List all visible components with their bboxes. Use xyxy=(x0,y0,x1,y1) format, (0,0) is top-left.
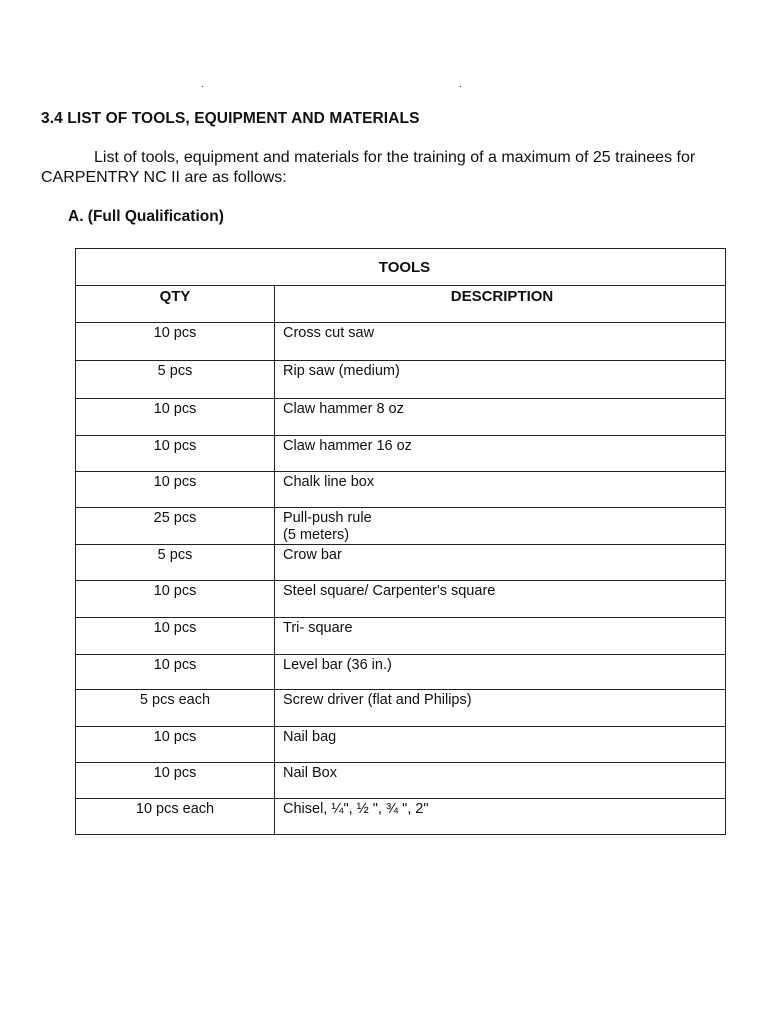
description-cell: Screw driver (flat and Philips) xyxy=(275,690,726,727)
subsection-title: A. (Full Qualification) xyxy=(68,208,224,225)
table-row xyxy=(76,472,726,508)
qty-cell: 10 pcs xyxy=(76,655,275,690)
description-cell: Tri- square xyxy=(275,618,726,655)
table-row xyxy=(76,690,726,727)
table-row xyxy=(76,323,726,361)
qty-cell: 5 pcs each xyxy=(76,690,275,727)
qty-cell: 5 pcs xyxy=(76,545,275,581)
description-column-header: DESCRIPTION xyxy=(275,286,726,323)
description-cell: Chisel, ¼", ½ ", ¾ ", 2" xyxy=(275,799,726,835)
qty-cell: 10 pcs xyxy=(76,399,275,436)
table-row xyxy=(76,508,726,545)
section-heading: 3.4 LIST OF TOOLS, EQUIPMENT AND MATERIALS xyxy=(41,110,420,127)
tools-table xyxy=(75,248,726,835)
page-mark-dot: . xyxy=(201,79,204,90)
table-row xyxy=(76,655,726,690)
qty-cell: 10 pcs xyxy=(76,436,275,472)
description-cell: Cross cut saw xyxy=(275,323,726,361)
qty-cell: 10 pcs xyxy=(76,472,275,508)
description-cell: Pull-push rule (5 meters) xyxy=(275,508,726,545)
description-cell: Claw hammer 8 oz xyxy=(275,399,726,436)
table-row xyxy=(76,763,726,799)
table-row xyxy=(76,545,726,581)
table-row xyxy=(76,581,726,618)
qty-cell: 25 pcs xyxy=(76,508,275,545)
qty-cell: 10 pcs xyxy=(76,727,275,763)
description-cell: Steel square/ Carpenter's square xyxy=(275,581,726,618)
qty-cell: 5 pcs xyxy=(76,361,275,399)
description-cell: Nail Box xyxy=(275,763,726,799)
description-cell: Nail bag xyxy=(275,727,726,763)
table-row xyxy=(76,799,726,835)
qty-cell: 10 pcs xyxy=(76,581,275,618)
qty-cell: 10 pcs each xyxy=(76,799,275,835)
table-row xyxy=(76,399,726,436)
intro-paragraph: List of tools, equipment and materials for the training of a maximum of 25 trainees for CARPENTRY NC II are as follows: xyxy=(41,149,696,186)
table-title: TOOLS xyxy=(76,249,726,286)
table-body xyxy=(76,323,726,835)
description-cell: Claw hammer 16 oz xyxy=(275,436,726,472)
qty-cell: 10 pcs xyxy=(76,323,275,361)
qty-cell: 10 pcs xyxy=(76,763,275,799)
table-row xyxy=(76,436,726,472)
page-mark-dot: . xyxy=(459,79,462,90)
table-row xyxy=(76,727,726,763)
qty-column-header: QTY xyxy=(76,286,275,323)
description-cell: Level bar (36 in.) xyxy=(275,655,726,690)
table-row xyxy=(76,618,726,655)
table-row xyxy=(76,361,726,399)
description-cell: Rip saw (medium) xyxy=(275,361,726,399)
description-cell: Chalk line box xyxy=(275,472,726,508)
qty-cell: 10 pcs xyxy=(76,618,275,655)
description-cell: Crow bar xyxy=(275,545,726,581)
